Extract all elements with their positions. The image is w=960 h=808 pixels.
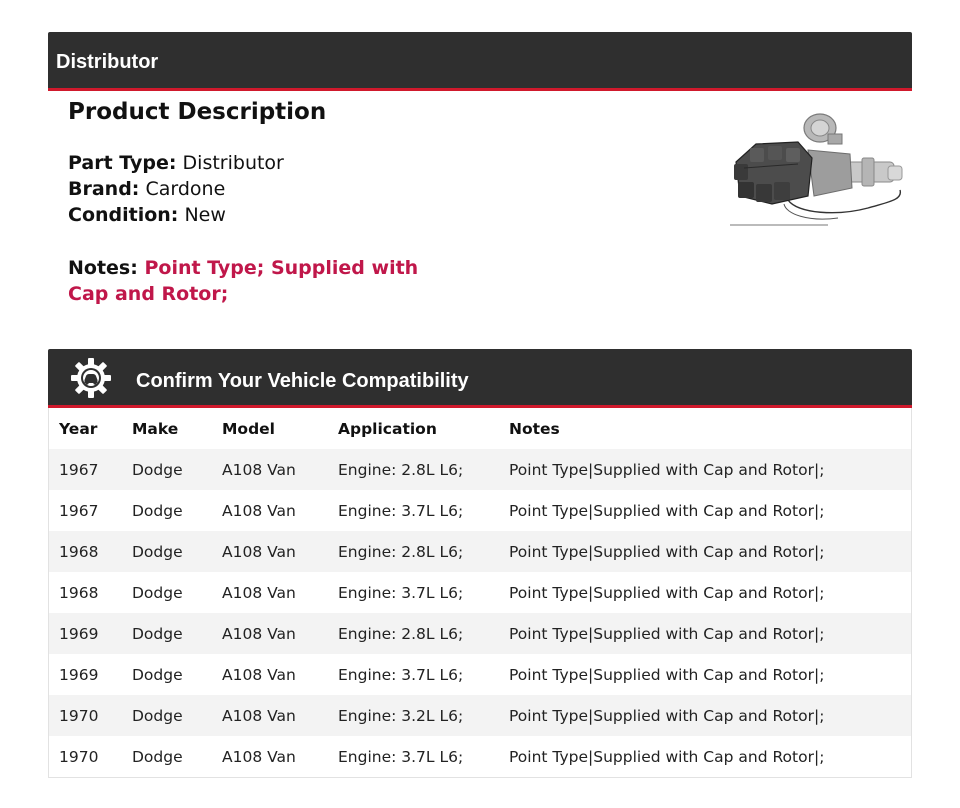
cell-application: Engine: 2.8L L6; — [338, 531, 509, 572]
column-header-application: Application — [338, 408, 509, 449]
cell-year: 1968 — [49, 572, 133, 613]
cell-notes: Point Type|Supplied with Cap and Rotor|; — [509, 613, 912, 654]
product-notes — [68, 255, 448, 307]
column-header-model: Model — [222, 408, 338, 449]
cell-year: 1970 — [49, 695, 133, 736]
cell-year: 1967 — [49, 449, 133, 490]
compatibility-table — [48, 408, 912, 778]
cell-make: Dodge — [132, 572, 222, 613]
table-row — [49, 736, 912, 778]
product-specs — [68, 150, 448, 228]
cell-year: 1967 — [49, 490, 133, 531]
cell-application: Engine: 2.8L L6; — [338, 613, 509, 654]
cell-year: 1968 — [49, 531, 133, 572]
compatibility-title: Confirm Your Vehicle Compatibility — [136, 370, 469, 392]
compatibility-header — [48, 349, 912, 408]
spec-part-type — [68, 150, 448, 176]
cell-make: Dodge — [132, 654, 222, 695]
gear-car-icon — [70, 357, 112, 399]
spec-part-type-label: Part Type: — [68, 152, 177, 174]
cell-model: A108 Van — [222, 654, 338, 695]
table-row — [49, 654, 912, 695]
cell-application: Engine: 3.7L L6; — [338, 736, 509, 778]
notes-label: Notes: — [68, 257, 138, 279]
spec-condition — [68, 202, 448, 228]
table-row — [49, 695, 912, 736]
cell-year: 1970 — [49, 736, 133, 778]
cell-model: A108 Van — [222, 613, 338, 654]
cell-make: Dodge — [132, 490, 222, 531]
cell-application: Engine: 3.7L L6; — [338, 490, 509, 531]
cell-make: Dodge — [132, 736, 222, 778]
notes-value: Point Type; Supplied with Cap and Rotor; — [68, 257, 419, 305]
cell-make: Dodge — [132, 449, 222, 490]
distributor-product-photo — [728, 104, 908, 232]
cell-notes: Point Type|Supplied with Cap and Rotor|; — [509, 736, 912, 778]
cell-notes: Point Type|Supplied with Cap and Rotor|; — [509, 449, 912, 490]
cell-model: A108 Van — [222, 572, 338, 613]
cell-application: Engine: 3.2L L6; — [338, 695, 509, 736]
cell-model: A108 Van — [222, 449, 338, 490]
cell-model: A108 Van — [222, 490, 338, 531]
table-row — [49, 531, 912, 572]
cell-make: Dodge — [132, 695, 222, 736]
cell-model: A108 Van — [222, 736, 338, 778]
cell-make: Dodge — [132, 613, 222, 654]
cell-notes: Point Type|Supplied with Cap and Rotor|; — [509, 654, 912, 695]
table-row — [49, 572, 912, 613]
spec-brand-value: Cardone — [145, 178, 226, 200]
spec-brand-label: Brand: — [68, 178, 140, 200]
spec-brand — [68, 176, 448, 202]
cell-year: 1969 — [49, 654, 133, 695]
table-row — [49, 490, 912, 531]
cell-year: 1969 — [49, 613, 133, 654]
title-bar — [48, 32, 912, 91]
cell-application: Engine: 3.7L L6; — [338, 654, 509, 695]
cell-model: A108 Van — [222, 531, 338, 572]
cell-make: Dodge — [132, 531, 222, 572]
cell-notes: Point Type|Supplied with Cap and Rotor|; — [509, 531, 912, 572]
table-row — [49, 449, 912, 490]
column-header-make: Make — [132, 408, 222, 449]
table-header-row — [49, 408, 912, 449]
table-row — [49, 613, 912, 654]
column-header-notes: Notes — [509, 408, 912, 449]
spec-part-type-value: Distributor — [182, 152, 284, 174]
page-title: Distributor — [56, 51, 159, 73]
cell-notes: Point Type|Supplied with Cap and Rotor|; — [509, 572, 912, 613]
spec-condition-value: New — [184, 204, 226, 226]
cell-notes: Point Type|Supplied with Cap and Rotor|; — [509, 490, 912, 531]
spec-condition-label: Condition: — [68, 204, 179, 226]
cell-notes: Point Type|Supplied with Cap and Rotor|; — [509, 695, 912, 736]
cell-application: Engine: 3.7L L6; — [338, 572, 509, 613]
product-description — [68, 96, 448, 307]
cell-application: Engine: 2.8L L6; — [338, 449, 509, 490]
product-description-heading: Product Description — [68, 99, 327, 125]
column-header-year: Year — [49, 408, 133, 449]
cell-model: A108 Van — [222, 695, 338, 736]
